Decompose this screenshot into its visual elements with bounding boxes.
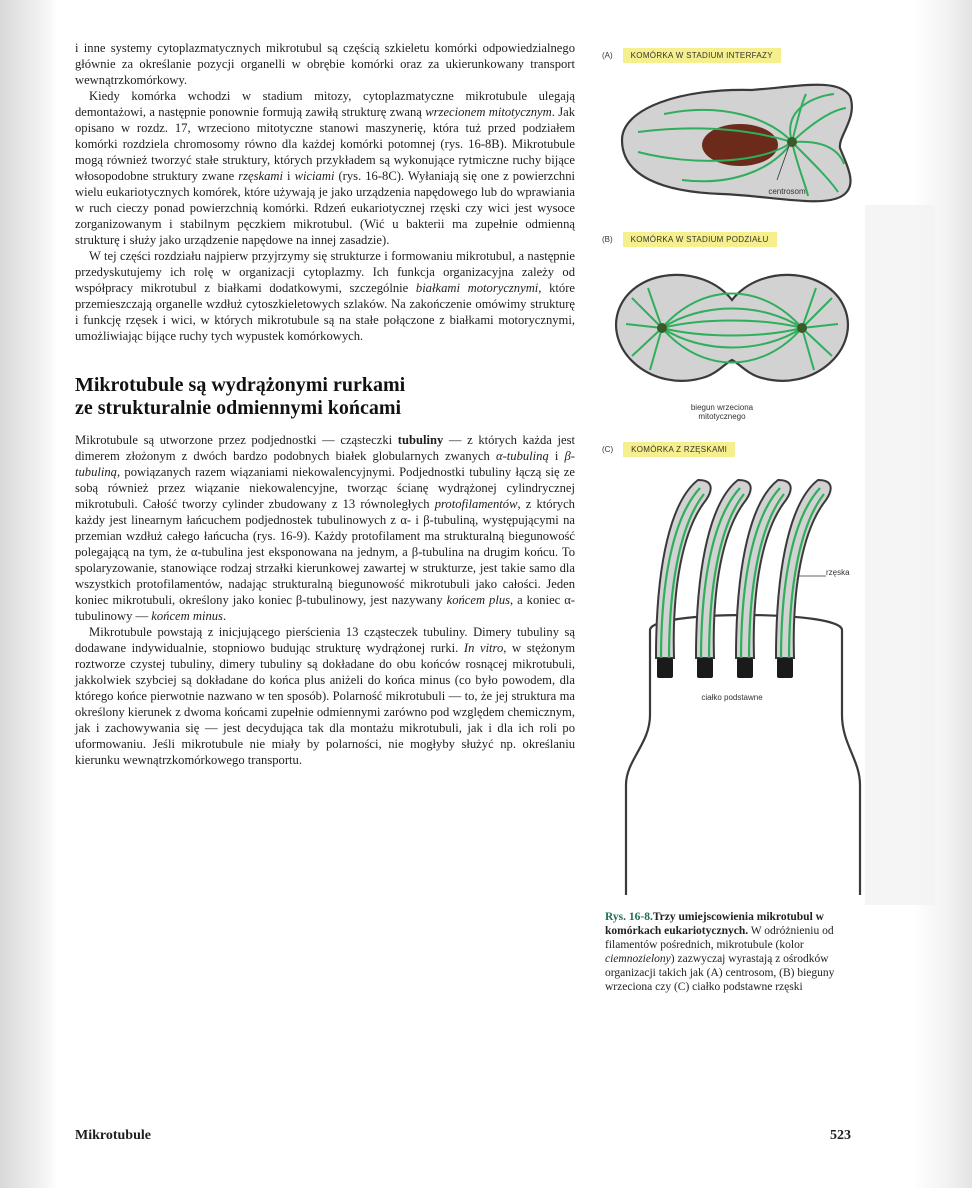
page-number: 523 bbox=[830, 1128, 851, 1143]
figure-16-8 bbox=[602, 40, 864, 900]
panel-b-mitotic-cell bbox=[602, 252, 864, 402]
panel-b-label: (B) KOMÓRKA W STADIUM PODZIAŁU bbox=[602, 232, 777, 247]
running-footer-section: Mikrotubule bbox=[75, 1128, 151, 1143]
section-heading bbox=[75, 374, 575, 420]
paragraph-3: W tej części rozdziału najpierw przyjrzymy się strukturze i formowaniu mikrotubul, a następnie przedyskutujemy ich rolę w organizacji cytoplazmy. Ich funkcja organizacyjna zależy od współpracy mikrotubul z białkami dodatkowymi, szczególnie białkami motorycznymi, które przemieszczają organelle wzdłuż cytoszkieletowych szlaków. Na zakończenie omówimy strukturę i funkcję rzęsek i wici, w których mikrotubule są na stałe połączone z białkami motorycznymi, umożliwiając bijące ruchy tych wypustek komórkowych. bbox=[75, 249, 575, 343]
paragraph-2: Kiedy komórka wchodzi w stadium mitozy, cytoplazmatyczne mikrotubule ulegają demontażowi, a następnie ponownie formują zawiłą strukturę zwaną wrzecionem mitotycznym. Jak opisano w rozdz. 17, wrzeciono mitotyczne stanowi maszynerię, która tuż przed podziałem komórki rozdziela chromosomy równo dla każdej komórki potomnej (rys. 16-8B). Mikrotubule mogą również tworzyć stałe struktury, których przykładem są wykonujące rytmiczne ruchy bijące włosopodobne struktury zwane rzęskami i wiciami (rys. 16-8C). Wyłaniają się one z powierzchni wielu eukariotycznych komórek, które używają je jako urządzenia napędowego lub do wprawiania w ruch cieczy ponad powierzchnią komórki. Rdzeń eukariotycznej rzęski czy wici jest wysoce zorganizowanym i stabilnym pęczkiem mikrotubul. (Wić u bakterii ma zupełnie odmienną strukturę i służy jako urządzenie napędowe na innej zasadzie). bbox=[75, 89, 576, 247]
heading-line-1: Mikrotubule są wydrążonymi rurkami bbox=[75, 374, 406, 396]
label-spindle-pole-line-1: biegun wrzeciona bbox=[690, 403, 754, 412]
figure-caption: Rys. 16-8.Trzy umiejscowienia mikrotubul w komórkach eukariotycznych. W odróżnieniu od filamentów pośrednich, mikrotubule (kolor ciemnozielony) zazwyczaj wyrastają z ośrodków organizacji takich jak (A) centrosom, (B) bieguny wrzeciona czy (C) ciałko podstawne rzęski bbox=[605, 911, 835, 993]
paragraph-5: Mikrotubule powstają z inicjującego pierścienia 13 cząsteczek tubuliny. Dimery tubuliny są dodawane indywidualnie, stopniowo budując strukturę wydrążonej rurki. In vitro, w stężonym roztworze czystej tubuliny, dimery tubuliny są dokładane do obu końców rosnącej mikrotubuli, jakkolwiek szybciej są dokładane do końca plus aniżeli do końca minus (co było powodem, dla którego końce pierwotnie nazwano w ten sposób). Polarność mikrotubuli — to, że jej struktura ma określony kierunek z dwoma końcami zupełnie odmiennymi zarówno pod względem chemicznym, jak i zachowywania się — jest decydująca tak dla montażu mikrotubuli, jak i dla ich roli po uformowaniu. Jeśli mikrotubule nie miały by polarności, nie mogłyby służyć np. określaniu kierunku wewnątrzkomórkowego transportu. bbox=[75, 625, 575, 767]
label-spindle-pole-line-2: mitotycznego bbox=[698, 412, 746, 421]
label-spindle-pole bbox=[662, 403, 782, 421]
label-cilium: rzęska bbox=[826, 568, 850, 577]
label-centrosom: centrosom bbox=[768, 187, 806, 196]
panel-a-interphase-cell bbox=[602, 68, 864, 223]
panel-a-label: (A) KOMÓRKA W STADIUM INTERFAZY bbox=[602, 48, 781, 63]
paragraph-1: i inne systemy cytoplazmatycznych mikrotubul są częścią szkieletu komórki odpowiedzialnego głównie za określanie pozycji organelli w obrębie komórki oraz za ukierunkowany transport wewnątrzkomórkowy. bbox=[75, 41, 575, 87]
paragraph-4: Mikrotubule są utworzone przez podjednostki — cząsteczki tubuliny — z których każda jest dimerem złożonym z dwóch bardzo podobnych białek globularnych zwanych α-tubuliną i β-tubuliną, powiązanych razem wiązaniami niekowalencyjnymi. Podjednostki tubuliny łączą się ze sobą również przez wiązanie niekowalencyjne, tworząc ścianę wydrążonej cylindrycznej mikrotubuli. Całość tworzy cylinder zbudowany z 13 równoległych protofilamentów, z których każdy jest linearnym łańcuchem podjednostek tubulinowych z α- i β-tubuliną, występującymi na przemian wzdłuż całego łańcucha (rys. 16-9). Każdy protofilament ma strukturalną biegunowość polegającą na tym, że α-tubulina jest eksponowana na jednym, a β-tubulina na drugim końcu. To spolaryzowanie, stanowiące rodzaj strzałki kierunkowej zawartej w strukturze, jest takie samo dla wszystkich protofilamentów, nadając strukturalną biegunowość mikrotubuli jako całości. Jeden koniec mikrotubuli, określony jako koniec β-tubulinowy, jest nazywany końcem plus, a koniec α-tubulinowy — końcem minus. bbox=[75, 433, 576, 623]
heading-line-2: ze strukturalnie odmiennymi końcami bbox=[75, 397, 402, 419]
panel-c-label: (C) KOMÓRKA Z RZĘSKAMI bbox=[602, 442, 735, 457]
show-through-bleed bbox=[865, 205, 935, 905]
panel-c-ciliated-cell bbox=[602, 460, 864, 900]
main-text-column bbox=[75, 40, 575, 768]
page-gutter-shadow bbox=[0, 0, 58, 1188]
label-basal-body: ciałko podstawne bbox=[701, 693, 763, 702]
